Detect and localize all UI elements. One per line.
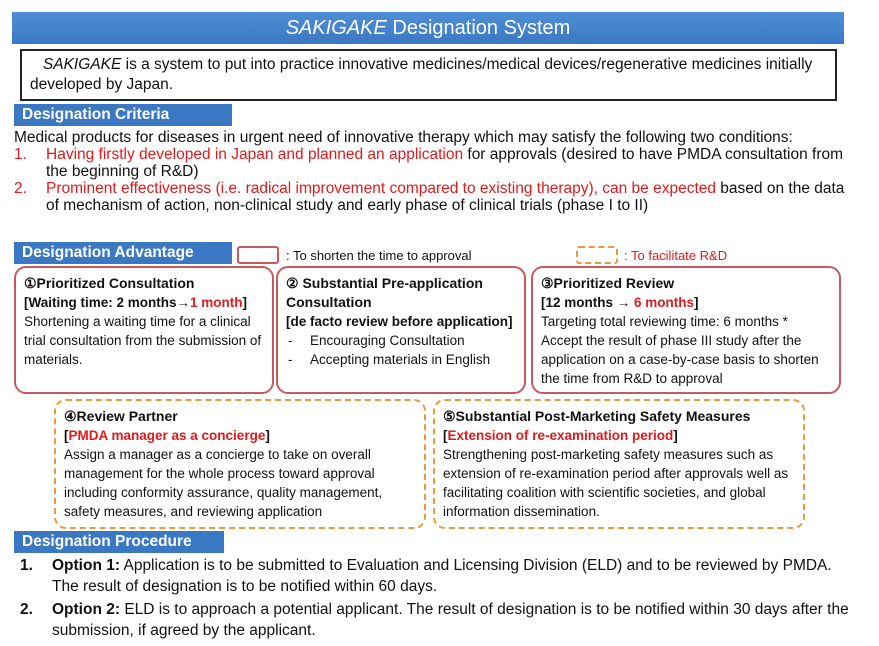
bullet-item: - Encouraging Consultation [286, 331, 516, 350]
criteria-section [14, 129, 854, 214]
intro-text: is a system to put into practice innovative medicines/medical devices/regenerative medicines initially developed by Japan. [30, 56, 813, 93]
advantage-box-prioritized-review: ③Prioritized Review [12 months → 6 months] Targeting total reviewing time: 6 months * Accept the result of phase III study after the application on a case-by-case basis to shorten the time from R&D to approval [531, 266, 841, 394]
criteria-heading: Designation Criteria [14, 104, 232, 126]
procedure-item: 2. Option 2: ELD is to approach a potential applicant. The result of designation is to be notified within 30 days after the submission, if agreed by the applicant. [20, 601, 849, 639]
advantage-box-review-partner: ④Review Partner [PMDA manager as a concierge] Assign a manager as a concierge to take on overall management for the whole process toward approval including conformity assurance, quality management, safety measures, and reviewing application [54, 399, 426, 529]
advantage-box-prioritized-consultation: ①Prioritized Consultation [Waiting time: 2 months→1 month] Shortening a waiting time for a clinical trial consultation from the submission of materials. [14, 266, 274, 394]
intro-box [20, 49, 837, 101]
advantage-heading: Designation Advantage [14, 242, 232, 264]
criteria-list [14, 146, 854, 214]
advantage-box-post-marketing: ⑤Substantial Post-Marketing Safety Measures [Extension of re-examination period] Strengthening post-marketing safety measures such as extension of re-examination period after approvals well as facilitating coalition with scientific societies, and global information dissemination. [433, 399, 805, 529]
intro-italic: SAKIGAKE [42, 56, 122, 73]
criteria-lead: Medical products for diseases in urgent need of innovative therapy which may satisfy the following two conditions: [14, 129, 793, 146]
procedure-item: 1. Option 1: Application is to be submitted to Evaluation and Licensing Division (ELD) and to be reviewed by PMDA. The result of designation is to be notified within 60 days. [20, 557, 832, 595]
bullet-item: - Accepting materials in English [286, 350, 516, 369]
legend-dash-swatch [576, 246, 618, 264]
procedure-heading: Designation Procedure [14, 531, 224, 553]
legend-dash-label: : To facilitate R&D [624, 248, 728, 263]
legend-solid-label: : To shorten the time to approval [286, 248, 472, 263]
procedure-section [20, 555, 860, 643]
criteria-item: 2. Prominent effectiveness (i.e. radical improvement compared to existing therapy), can be expected based on the data of mechanism of action, non-clinical study and early phase of clinical trials (phase I to II) [14, 180, 845, 214]
advantage-box-pre-application: ② Substantial Pre-application Consultation [de facto review before application] - Encouraging Consultation - Accepting materials in English [276, 266, 526, 394]
legend-solid-swatch [237, 246, 279, 264]
page-title: SAKIGAKE Designation System [12, 12, 844, 44]
criteria-item: 1. Having firstly developed in Japan and planned an application for approvals (desired to have PMDA consultation from the beginning of R&D) [14, 146, 844, 180]
